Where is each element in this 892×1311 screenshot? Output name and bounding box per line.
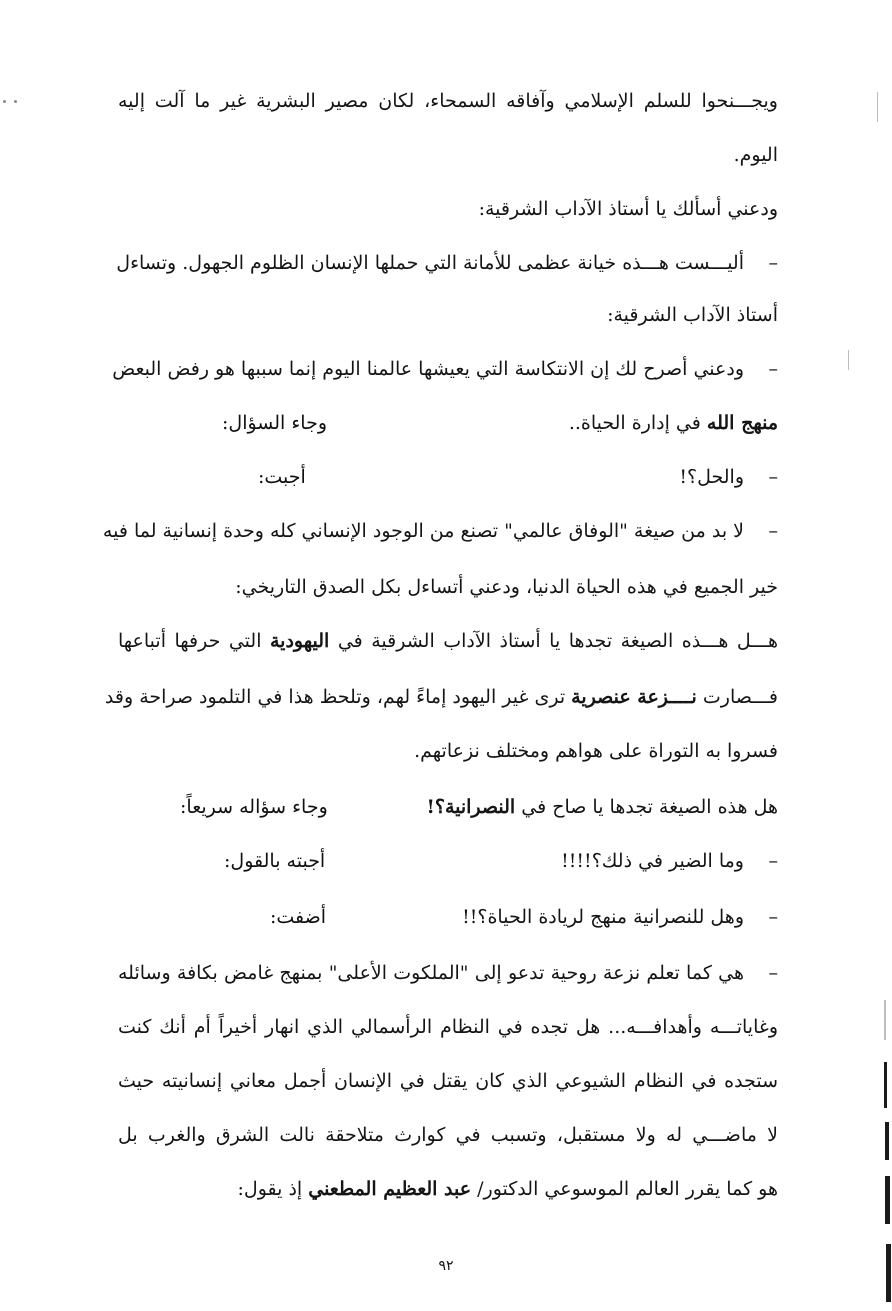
dialogue-line (102, 518, 778, 544)
dialogue-line (118, 250, 778, 276)
bold-phrase: منهج الله (706, 412, 778, 434)
dialogue-text: والحل؟! (679, 466, 744, 488)
text-span: ترى غير اليهود إماءً لهم، وتلحظ هذا في التلمود صراحة وقد (104, 686, 566, 708)
dash-marker: – (768, 358, 778, 380)
dialogue-line (118, 960, 778, 986)
scan-speck (3, 100, 6, 103)
paragraph-line (104, 684, 778, 710)
speaker-label: وجاء سؤاله سريعاً: (180, 796, 328, 818)
scan-edge-mark (884, 1062, 887, 1108)
page-number: ٩٢ (438, 1258, 454, 1274)
paragraph-line: فسروا به التوراة على هواهم ومختلف نزعاتهم. (414, 740, 778, 762)
dash-marker: – (768, 850, 778, 872)
scan-edge-mark (886, 1244, 891, 1302)
speaker-label: أجبته بالقول: (224, 850, 326, 872)
paragraph-line: ستجده في النظام الشيوعي الذي كان يقتل في الإنسان أجمل معاني إنسانيته حيث (118, 1070, 778, 1092)
bold-phrase: نــــزعة عنصرية (571, 686, 697, 708)
paragraph-line (237, 1176, 778, 1202)
speaker-label: أضفت: (270, 906, 327, 928)
dash-marker: – (768, 520, 778, 542)
scan-edge-mark (848, 350, 849, 370)
paragraph-line: وغاياتـــه وأهدافـــه... هل تجده في النظام الرأسمالي الذي انهار أخيراً أم أنك كنت (118, 1016, 778, 1038)
dialogue-line (112, 356, 778, 382)
bold-phrase: النصرانية؟! (426, 796, 516, 818)
bold-phrase: اليهودية (270, 630, 330, 652)
paragraph-line: ويجـــنحوا للسلم الإسلامي وآفاقه السمحاء، لكان مصير البشرية غير ما آلت إليه (118, 90, 778, 112)
paragraph-line: لا ماضـــي له ولا مستقبل، وتسبب في كوارث متلاحقة نالت الشرق والغرب بل (118, 1124, 778, 1146)
bold-phrase: عبد العظيم المطعني (308, 1178, 472, 1200)
paragraph-line: أستاذ الآداب الشرقية: (607, 304, 778, 326)
text-span: هل هذه الصيغة تجدها يا صاح في (521, 796, 778, 818)
paragraph-line: اليوم. (733, 144, 778, 166)
text-span: التي حرفها أتباعها (118, 630, 262, 652)
text-span: فـــصارت (702, 686, 778, 708)
dash-marker: – (768, 466, 778, 488)
dialogue-text: أليـــست هـــذه خيانة عظمى للأمانة التي حملها الإنسان الظلوم الجهول. وتساءل (116, 252, 744, 274)
text-span: إذ يقول: (237, 1178, 303, 1200)
dash-marker: – (768, 906, 778, 928)
text-span: هو كما يقرر العالم الموسوعي الدكتور/ (477, 1178, 778, 1200)
scan-edge-mark (884, 1000, 886, 1040)
scan-edge-mark (885, 1176, 890, 1224)
dialogue-line (118, 848, 778, 874)
scan-edge-mark (885, 1122, 889, 1160)
speaker-label: وجاء السؤال: (222, 412, 328, 434)
dialogue-line (118, 904, 778, 930)
dialogue-text: وما الضير في ذلك؟!!!! (561, 850, 744, 872)
paragraph-line: ودعني أسألك يا أستاذ الآداب الشرقية: (478, 198, 778, 220)
dialogue-text: لا بد من صيغة "الوفاق عالمي" تصنع من الوجود الإنساني كله وحدة إنسانية لما فيه (102, 520, 744, 542)
dash-marker: – (768, 962, 778, 984)
speaker-label: أجبت: (258, 466, 306, 488)
dialogue-text: هي كما تعلم نزعة روحية تدعو إلى "الملكوت الأعلى" بمنهج غامض بكافة وسائله (118, 962, 744, 984)
scan-speck (14, 100, 17, 103)
paragraph-line: خير الجميع في هذه الحياة الدنيا، ودعني أتساءل بكل الصدق التاريخي: (235, 576, 778, 598)
dialogue-line (118, 464, 778, 490)
dialogue-text: وهل للنصرانية منهج لريادة الحياة؟!! (462, 906, 744, 928)
dialogue-text: ودعني أصرح لك إن الانتكاسة التي يعيشها عالمنا اليوم إنما سببها هو رفض البعض (112, 358, 744, 380)
paragraph-line (427, 794, 778, 820)
scan-edge-mark (877, 92, 878, 122)
text-span: هـــل هـــذه الصيغة تجدها يا أستاذ الآداب الشرقية في (337, 630, 778, 652)
text-span: في إدارة الحياة.. (568, 412, 701, 434)
paragraph-line (569, 410, 778, 436)
dash-marker: – (768, 252, 778, 274)
paragraph-line (118, 628, 778, 654)
